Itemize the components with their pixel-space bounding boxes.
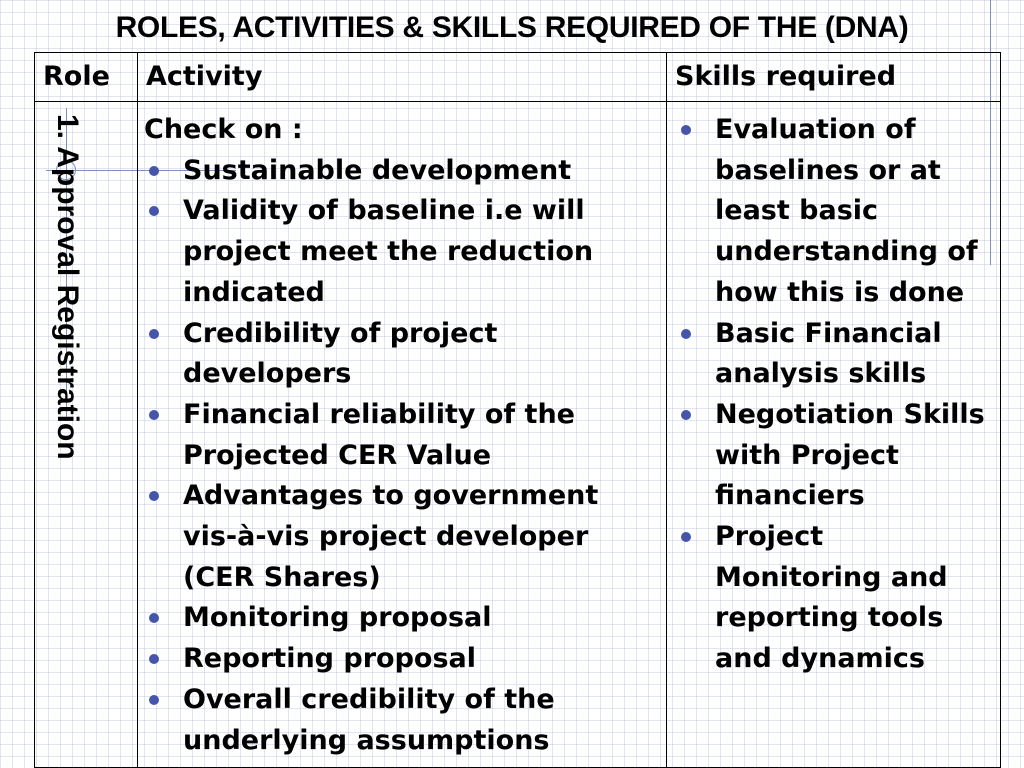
list-item bbox=[144, 680, 660, 761]
role-label: 1. Approval Registration bbox=[51, 114, 84, 460]
list-item-text: Advantages to government vis-à-vis project developer (CER Shares) bbox=[183, 480, 599, 593]
list-item-text: Sustainable development bbox=[183, 154, 572, 186]
skills-list bbox=[673, 110, 994, 680]
header-skills: Skills required bbox=[667, 53, 1001, 102]
role-cell bbox=[35, 102, 138, 768]
bullet-icon bbox=[149, 329, 159, 339]
list-item bbox=[144, 639, 660, 680]
bullet-icon bbox=[149, 654, 159, 664]
list-item-text: Credibility of project developers bbox=[183, 317, 498, 390]
list-item-text: Reporting proposal bbox=[183, 643, 477, 675]
activity-list bbox=[144, 151, 660, 762]
bullet-icon bbox=[681, 410, 691, 420]
list-item bbox=[144, 151, 660, 192]
list-item bbox=[144, 314, 660, 395]
bullet-icon bbox=[149, 206, 159, 216]
list-item-text: Financial reliability of the Projected CER Value bbox=[183, 398, 575, 471]
list-item bbox=[144, 191, 660, 313]
skills-cell bbox=[667, 102, 1001, 768]
list-item-text: Basic Financial analysis skills bbox=[715, 317, 942, 390]
list-item bbox=[144, 476, 660, 598]
list-item-text: Evaluation of baselines or at least basic understanding of how this is done bbox=[715, 114, 978, 308]
header-activity: Activity bbox=[138, 53, 667, 102]
roles-table bbox=[34, 52, 1001, 768]
bullet-icon bbox=[681, 329, 691, 339]
list-item-text: Validity of baseline i.e will project meet the reduction indicated bbox=[183, 195, 594, 308]
activity-intro: Check on : bbox=[144, 114, 303, 145]
list-item bbox=[673, 110, 994, 314]
list-item bbox=[144, 395, 660, 476]
list-item-text: Project Monitoring and reporting tools and dynamics bbox=[715, 521, 948, 675]
bullet-icon bbox=[149, 695, 159, 705]
list-item bbox=[673, 395, 994, 517]
list-item bbox=[673, 314, 994, 395]
bullet-icon bbox=[681, 125, 691, 135]
list-item bbox=[144, 598, 660, 639]
list-item-text: Negotiation Skills with Project financiers bbox=[715, 398, 985, 512]
list-item bbox=[673, 517, 994, 680]
bullet-icon bbox=[149, 613, 159, 623]
table-header-row bbox=[35, 53, 1001, 102]
list-item-text: Overall credibility of the underlying assumptions bbox=[183, 683, 555, 756]
list-item-text: Monitoring proposal bbox=[183, 602, 492, 634]
bullet-icon bbox=[149, 410, 159, 420]
table-row bbox=[35, 102, 1001, 768]
bullet-icon bbox=[681, 532, 691, 542]
bullet-icon bbox=[149, 166, 159, 176]
activity-cell bbox=[138, 102, 667, 768]
header-role: Role bbox=[35, 53, 138, 102]
slide-title: ROLES, ACTIVITIES & SKILLS REQUIRED OF THE (DNA) bbox=[115, 11, 909, 44]
bullet-icon bbox=[149, 491, 159, 501]
